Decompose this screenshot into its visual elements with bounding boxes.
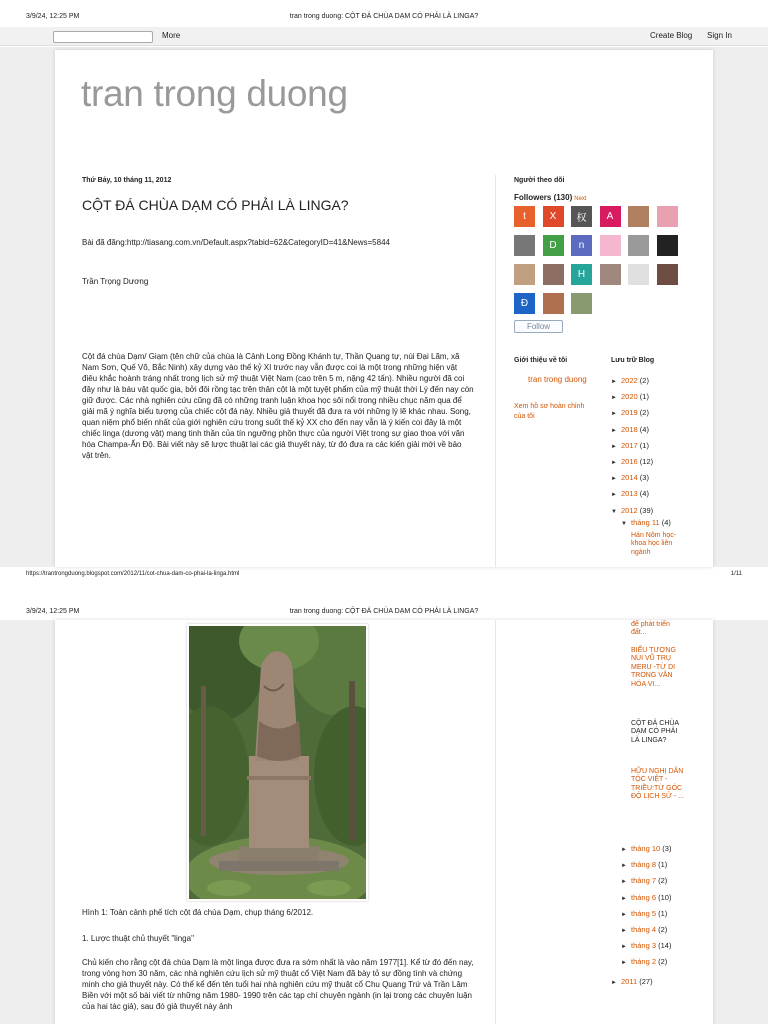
follower-avatar[interactable] — [628, 235, 649, 256]
post-intro-paragraph: Cột đá chùa Dạm/ Giạm (tên chữ của chùa là Cảnh Long Đồng Khánh tự, Thần Quang tự, núi Đại Lãm, xã Nam Sơn, Quế Võ, Bắc Ninh) xây dựng vào thế kỷ XI trước nay vẫn được coi là một trong những hiện vật điêu khắc hoành tráng nhất trong lịch sử mỹ thuật Việt Nam (cao trên 5 m, nặng 42 tấn). Nhiều người đã coi đây như là báu vật quốc gia, bởi đôi rồng tạc trên thân cột là một tuyệt phẩm của mỹ thuật thời Lý đến nay còn giữ được. Các nhà nghiên cứu cũng đã có những tranh luận khoa học sôi nổi trong nhiều chục năm qua để giải mã ý nghĩa biểu tượng của chiếc cột đá này. Nhiều giả thuyết đã đưa ra với những lý lẽ khác nhau. Song, quan niệm phổ biến nhất của giới nghiên cứu trong suốt thế kỷ XX cho đến nay vẫn là ý kiến coi đây là một chiếc linga (dương vật) mang tinh thần của tín ngưỡng phồn thực của người Việt trong sự giao thoa với văn hóa Champa-Ấn Độ. Bài viết này sẽ lược thuật lại các giả thuyết này, từ đó đưa ra các kiến giải mới về bảo vật trên. — [82, 352, 474, 460]
follower-avatar[interactable] — [628, 264, 649, 285]
archive-year-count: (2) — [639, 376, 649, 385]
follower-avatar[interactable] — [543, 293, 564, 314]
follower-avatar[interactable] — [543, 206, 564, 227]
archive-year-item[interactable] — [611, 408, 649, 417]
archive-year-name: 2018 — [621, 424, 638, 434]
archive-year-count: (12) — [639, 457, 654, 466]
blog-archive-label: Lưu trữ Blog — [611, 357, 655, 364]
triangle-down-icon: ▼ — [611, 508, 617, 515]
triangle-right-icon: ► — [621, 944, 627, 951]
archive-year-item[interactable] — [611, 457, 653, 466]
stone-pillar-photo[interactable] — [187, 624, 368, 901]
triangle-right-icon: ► — [611, 980, 617, 986]
archive-year-item[interactable] — [611, 506, 653, 515]
archive-post-current[interactable]: CỘT ĐÁ CHÙA DẠM CÓ PHẢI LÀ LINGA? — [631, 720, 679, 744]
archive-month-name: tháng 4 — [631, 925, 657, 934]
follow-button[interactable]: Follow — [514, 320, 563, 333]
print-datetime: 3/9/24, 12:25 PM — [26, 608, 80, 615]
archive-year-count: (4) — [639, 489, 649, 499]
archive-year-count: (2) — [639, 408, 649, 418]
print-header — [0, 10, 768, 24]
archive-year-name: 2014 — [621, 473, 638, 483]
follower-avatar-letter: A — [606, 211, 614, 222]
archive-month-name: tháng 10 — [631, 844, 661, 853]
follower-avatar[interactable] — [600, 235, 621, 256]
follower-avatar-letter: D — [549, 240, 557, 251]
archive-month-name: tháng 11 — [631, 518, 660, 527]
triangle-down-icon: ▼ — [621, 521, 627, 527]
archive-month-item[interactable] — [621, 909, 667, 918]
archive-post-link[interactable]: để phát triển đất... — [631, 621, 670, 637]
follower-avatar[interactable] — [514, 264, 535, 285]
follower-avatar[interactable] — [600, 264, 621, 285]
follower-avatar[interactable] — [543, 235, 564, 256]
post-body-paragraph: Chủ kiến cho rằng cột đá chùa Dạm là một linga được đưa ra sớm nhất là vào năm 1977[1]. Kể từ đó đến nay, trong vòng hơn 30 năm, các nhà nghiên cứu lịch sử mỹ thuật cổ Việt Nam đã bày tỏ sự đồng tình và chứng minh cho giả thuyết này. Có thể kể đến tên tuổi hai nhà nghiên cứu mỹ thuật cổ Chu Quang Trứ và Trần Lâm Biền với một số bài viết từ những năm 1980- 1990 trên các tạp chí chuyên ngành (in lại trong các chuyên luận của hai tác giả), sau đó giả thuyết này ảnh — [82, 958, 474, 1011]
triangle-right-icon: ► — [611, 395, 617, 402]
triangle-right-icon: ► — [611, 411, 617, 418]
triangle-right-icon: ► — [621, 928, 627, 934]
archive-year-name: 2022 — [621, 376, 638, 385]
archive-month-count: (4) — [661, 518, 671, 527]
follower-avatar[interactable] — [514, 235, 535, 256]
about-me-label: Giới thiệu về tôi — [514, 357, 568, 364]
about-me-name-link[interactable]: tran trong duong — [528, 375, 587, 384]
archive-year-count: (3) — [639, 473, 649, 483]
follower-avatar[interactable] — [514, 293, 535, 314]
print-page-number: 1/11 — [730, 571, 742, 577]
archive-year-count: (27) — [639, 977, 653, 986]
archive-month-item[interactable] — [621, 893, 671, 902]
archive-month-item[interactable] — [621, 860, 667, 869]
archive-month-count: (14) — [658, 941, 672, 951]
archive-year-name: 2013 — [621, 489, 638, 499]
sidebar-divider — [495, 175, 496, 567]
archive-year-item[interactable] — [611, 473, 649, 482]
print-page-title: tran trong duong: CỘT ĐÁ CHÙA DẠM CÓ PHẢI LÀ LINGA? — [289, 13, 479, 20]
print-page-title: tran trong duong: CỘT ĐÁ CHÙA DẠM CÓ PHẢI LÀ LINGA? — [289, 608, 479, 615]
follower-avatar[interactable] — [657, 206, 678, 227]
archive-year-name: 2011 — [621, 977, 638, 986]
archive-month-open[interactable] — [621, 518, 671, 527]
sidebar-divider — [495, 620, 496, 1024]
archive-year-name: 2019 — [621, 408, 638, 418]
archive-post-link[interactable]: BIỂU TƯỢNG NÚI VŨ TRỤ MERU -TỪ DI TRONG VĂN HÓA VI... — [631, 647, 676, 688]
triangle-right-icon: ► — [611, 379, 617, 385]
follower-avatar-letter: 权 — [576, 213, 587, 224]
post-author: Trần Trọng Dương — [82, 277, 149, 286]
archive-month-item[interactable] — [621, 844, 671, 853]
archive-month-count: (2) — [658, 957, 668, 967]
archive-year-item[interactable] — [611, 441, 649, 450]
follower-avatar[interactable] — [571, 206, 592, 227]
follower-avatar[interactable] — [657, 264, 678, 285]
more-link[interactable]: More — [162, 31, 181, 40]
follower-avatar[interactable] — [628, 206, 649, 227]
blogger-navbar — [0, 27, 768, 46]
follower-avatar[interactable] — [600, 206, 621, 227]
follower-avatar[interactable] — [571, 264, 592, 285]
figure-caption: Hình 1: Toàn cảnh phế tích cột đá chùa Dạm, chụp tháng 6/2012. — [82, 908, 314, 917]
archive-month-count: (3) — [662, 844, 672, 853]
archive-year-name: 2016 — [621, 457, 638, 466]
create-blog-link[interactable]: Create Blog — [650, 31, 693, 40]
follower-avatar-letter: X — [549, 211, 557, 222]
post-date: Thứ Bảy, 10 tháng 11, 2012 — [82, 177, 172, 184]
section-heading: 1. Lược thuật chủ thuyết "linga" — [82, 934, 194, 943]
archive-year-2011[interactable] — [611, 977, 653, 986]
stone-pillar-image — [189, 626, 368, 901]
followers-count: Followers (130) — [514, 193, 573, 202]
triangle-right-icon: ► — [621, 863, 627, 870]
triangle-right-icon: ► — [621, 847, 627, 853]
archive-year-item[interactable] — [611, 489, 649, 498]
follower-avatar-letter: n — [578, 240, 585, 251]
blog-title[interactable]: tran trong duong — [81, 73, 348, 114]
archive-month-name: tháng 6 — [631, 892, 657, 902]
archive-year-item[interactable] — [611, 376, 649, 385]
triangle-right-icon: ► — [611, 427, 617, 434]
archive-month-name: tháng 2 — [631, 957, 657, 967]
archive-post-link[interactable]: Hán Nôm học- khoa học liên ngành — [631, 532, 677, 556]
archive-month-count: (10) — [658, 892, 672, 902]
search-input[interactable] — [53, 31, 153, 43]
print-url: https://trantrongduong.blogspot.com/2012/11/cot-chua-dam-co-phai-la-linga.html — [26, 571, 240, 577]
view-full-profile-link[interactable]: Xem hồ sơ hoàn chỉnh của tôi — [514, 403, 585, 420]
print-header-page2 — [0, 605, 768, 619]
follower-avatar-letter: Đ — [520, 298, 529, 309]
follower-avatar[interactable] — [571, 293, 592, 314]
archive-year-count: (39) — [639, 505, 654, 515]
archive-month-item[interactable] — [621, 957, 667, 966]
archive-month-item[interactable] — [621, 876, 667, 885]
archive-year-name: 2017 — [621, 440, 638, 450]
archive-month-name: tháng 7 — [631, 876, 657, 886]
archive-month-count: (1) — [658, 860, 668, 870]
archive-year-count: (1) — [639, 440, 649, 450]
follower-avatar[interactable] — [571, 235, 592, 256]
follower-avatar-letter: H — [577, 269, 586, 280]
archive-month-count: (2) — [658, 925, 668, 934]
archive-month-name: tháng 5 — [631, 908, 657, 918]
triangle-right-icon: ► — [611, 460, 617, 466]
archive-month-item[interactable] — [621, 925, 667, 934]
post-title[interactable]: CỘT ĐÁ CHÙA DẠM CÓ PHẢI LÀ LINGA? — [82, 197, 349, 213]
triangle-right-icon: ► — [621, 960, 627, 967]
follower-avatar[interactable] — [514, 206, 535, 227]
archive-month-name: tháng 8 — [631, 860, 657, 870]
triangle-right-icon: ► — [611, 476, 617, 483]
archive-month-count: (1) — [658, 908, 668, 918]
archive-year-count: (1) — [639, 392, 649, 402]
archive-post-link[interactable]: HỮU NGHỊ DÂN TỘC VIỆT - TRIỀU:TỪ GÓC ĐỘ LỊCH SỬ - ... — [631, 768, 685, 801]
archive-year-count: (4) — [639, 424, 649, 434]
triangle-right-icon: ► — [611, 443, 617, 450]
follower-avatar[interactable] — [543, 264, 564, 285]
archive-year-name: 2020 — [621, 392, 638, 402]
triangle-right-icon: ► — [621, 895, 627, 902]
post-source-line: Bài đã đăng:http://tiasang.com.vn/Default.aspx?tabid=62&CategoryID=41&News=5844 — [82, 238, 390, 247]
follower-avatar[interactable] — [657, 235, 678, 256]
archive-month-item[interactable] — [621, 941, 671, 950]
archive-year-item[interactable] — [611, 425, 649, 434]
triangle-right-icon: ► — [611, 492, 617, 499]
followers-widget-label: Người theo dõi — [514, 177, 565, 184]
archive-month-count: (2) — [658, 876, 668, 886]
followers-title — [514, 193, 587, 202]
archive-year-item[interactable] — [611, 392, 649, 401]
archive-year-name: 2012 — [621, 505, 638, 515]
archive-month-name: tháng 3 — [631, 941, 657, 951]
print-datetime: 3/9/24, 12:25 PM — [26, 13, 80, 20]
triangle-right-icon: ► — [621, 911, 627, 918]
triangle-right-icon: ► — [621, 879, 627, 886]
followers-next-link[interactable]: Next — [574, 196, 587, 202]
follower-avatar-letter: t — [523, 211, 526, 222]
sign-in-link[interactable]: Sign In — [707, 31, 732, 40]
